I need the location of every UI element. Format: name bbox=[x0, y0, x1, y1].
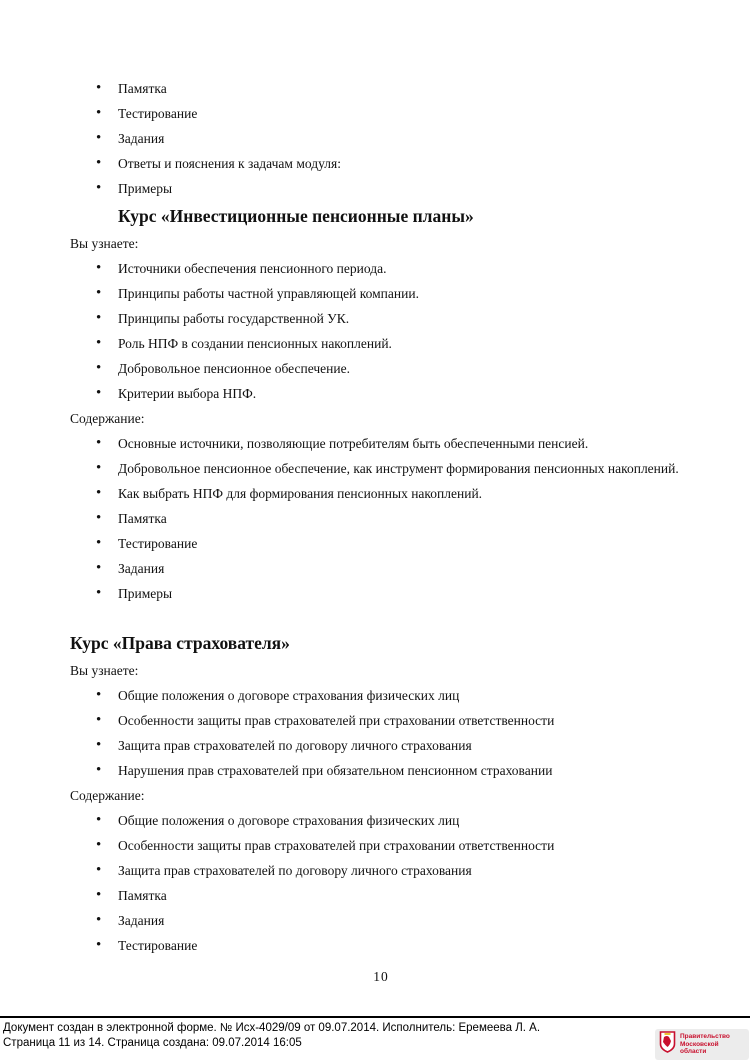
course2-title: Курс «Права страхователя» bbox=[70, 633, 290, 653]
list-item bbox=[96, 733, 692, 758]
course1-content-list bbox=[70, 431, 692, 606]
list-item bbox=[96, 381, 692, 406]
list-item bbox=[96, 256, 692, 281]
list-item bbox=[96, 708, 692, 733]
list-item-text: Роль НПФ в создании пенсионных накоплений. bbox=[118, 336, 392, 351]
list-item-text: Защита прав страхователей по договору личного страхования bbox=[118, 738, 472, 753]
list-item bbox=[96, 356, 692, 381]
course2-learn-list bbox=[70, 683, 692, 783]
coat-of-arms-icon bbox=[659, 1031, 676, 1058]
list-item bbox=[96, 833, 692, 858]
list-item bbox=[96, 281, 692, 306]
page-number: 10 bbox=[373, 969, 389, 984]
logo-org-line1: Правительство bbox=[680, 1033, 730, 1041]
list-item-text: Общие положения о договоре страхования физических лиц bbox=[118, 688, 460, 703]
list-item-text: Добровольное пенсионное обеспечение, как инструмент формирования пенсионных накоплений. bbox=[118, 461, 679, 476]
list-item-text: Задания bbox=[118, 913, 165, 928]
list-item bbox=[96, 683, 692, 708]
list-item-text: Принципы работы государственной УК. bbox=[118, 311, 350, 326]
government-logo-text bbox=[680, 1033, 745, 1056]
list-item-text: Памятка bbox=[118, 888, 167, 903]
list-item bbox=[96, 883, 692, 908]
list-item-text: Примеры bbox=[118, 586, 173, 601]
list-item-text: Критерии выбора НПФ. bbox=[118, 386, 257, 401]
footer-line1: Документ создан в электронной форме. № Исх-4029/09 от 09.07.2014. Исполнитель: Еремеева Л. А. bbox=[3, 1022, 541, 1034]
logo-org-line2: Московской области bbox=[680, 1040, 719, 1056]
course1-title: Курс «Инвестиционные пенсионные планы» bbox=[118, 206, 474, 226]
list-item-text: Нарушения прав страхователей при обязательном пенсионном страховании bbox=[118, 763, 553, 778]
list-item bbox=[96, 506, 692, 531]
list-item bbox=[96, 933, 692, 958]
list-item-text: Примеры bbox=[118, 181, 173, 196]
list-item-text: Источники обеспечения пенсионного периода. bbox=[118, 261, 387, 276]
list-item-text: Тестирование bbox=[118, 106, 198, 121]
list-item bbox=[96, 431, 692, 456]
list-item-text: Тестирование bbox=[118, 938, 198, 953]
list-item bbox=[96, 908, 692, 933]
list-item-text: Как выбрать НПФ для формирования пенсионных накоплений. bbox=[118, 486, 483, 501]
list-item-text: Добровольное пенсионное обеспечение. bbox=[118, 361, 350, 376]
list-item bbox=[96, 456, 692, 481]
footer-line2: Страница 11 из 14. Страница создана: 09.07.2014 16:05 bbox=[3, 1037, 302, 1049]
course1-content-label: Содержание: bbox=[70, 411, 145, 426]
module-tail-list bbox=[70, 76, 692, 201]
course2-content-label: Содержание: bbox=[70, 788, 145, 803]
footer-text bbox=[3, 1021, 650, 1051]
list-item bbox=[96, 151, 692, 176]
course2-learn-label: Вы узнаете: bbox=[70, 663, 139, 678]
list-item-text: Общие положения о договоре страхования физических лиц bbox=[118, 813, 460, 828]
list-item-text: Задания bbox=[118, 561, 165, 576]
government-logo bbox=[655, 1029, 749, 1060]
list-item bbox=[96, 556, 692, 581]
list-item bbox=[96, 331, 692, 356]
list-item bbox=[96, 481, 692, 506]
course1-learn-label: Вы узнаете: bbox=[70, 236, 139, 251]
list-item-text: Памятка bbox=[118, 511, 167, 526]
list-item-text: Памятка bbox=[118, 81, 167, 96]
list-item-text: Ответы и пояснения к задачам модуля: bbox=[118, 156, 341, 171]
list-item bbox=[96, 306, 692, 331]
list-item-text: Особенности защиты прав страхователей при страховании ответственности bbox=[118, 713, 555, 728]
list-item bbox=[96, 808, 692, 833]
course2-content-list bbox=[70, 808, 692, 958]
list-item-text: Основные источники, позволяющие потребителям быть обеспеченными пенсией. bbox=[118, 436, 589, 451]
list-item bbox=[96, 758, 692, 783]
list-item bbox=[96, 101, 692, 126]
list-item bbox=[96, 76, 692, 101]
list-item bbox=[96, 581, 692, 606]
list-item-text: Особенности защиты прав страхователей при страховании ответственности bbox=[118, 838, 555, 853]
list-item bbox=[96, 176, 692, 201]
list-item-text: Защита прав страхователей по договору личного страхования bbox=[118, 863, 472, 878]
list-item-text: Принципы работы частной управляющей компании. bbox=[118, 286, 419, 301]
list-item bbox=[96, 858, 692, 883]
course1-learn-list bbox=[70, 256, 692, 406]
list-item bbox=[96, 126, 692, 151]
list-item bbox=[96, 531, 692, 556]
document-footer bbox=[0, 1016, 750, 1061]
list-item-text: Тестирование bbox=[118, 536, 198, 551]
list-item-text: Задания bbox=[118, 131, 165, 146]
